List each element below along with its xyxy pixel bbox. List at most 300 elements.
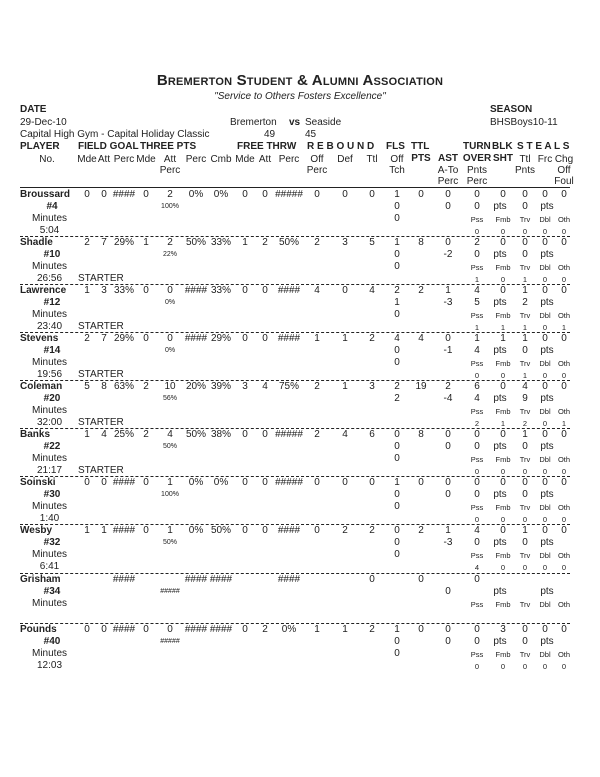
stat-ft-att: 2	[262, 624, 268, 635]
stat-ast: 0	[445, 237, 451, 248]
stat-3p-mde: 0	[143, 525, 149, 536]
stat-3p-mde: 0	[143, 285, 149, 296]
stat-fg-att: 8	[101, 381, 107, 392]
stat-3p-mde: 0	[143, 333, 149, 344]
stat-stl-ttl: 0	[522, 477, 528, 488]
turnover-type-oth: Oth	[557, 311, 571, 320]
turnover-type-fmb: Fmb	[495, 600, 511, 609]
stat-reb-def: 1	[342, 381, 348, 392]
player-number: #10	[43, 249, 61, 260]
turnover-type-oth: Oth	[557, 455, 571, 464]
stat-stl-frc: 0	[542, 525, 548, 536]
stat-reb-off: 0	[314, 189, 320, 200]
stat-3p-perc: 0%	[188, 525, 204, 536]
stat-fg-perc: 63%	[113, 381, 135, 392]
stat-stl-chg: 0	[561, 525, 567, 536]
stat-turnover: 0	[474, 574, 480, 585]
col-over-pnts: Pnts	[466, 165, 488, 176]
stat-stl-frc: 0	[542, 381, 548, 392]
stat-ttl-pts: 19	[415, 381, 427, 392]
stat-ft-mde: 0	[242, 333, 248, 344]
turnover-type-pss: Pss	[470, 650, 484, 659]
stat-3p-perc: 0%	[188, 477, 204, 488]
pts-label: pts	[493, 393, 507, 404]
turnover-count-trv: 0	[522, 662, 528, 671]
minutes-label: Minutes	[31, 261, 67, 272]
vs-label: vs	[289, 117, 301, 128]
stat-fls-tch: 2	[394, 393, 400, 404]
stat-ast: 1	[445, 285, 451, 296]
turnover-type-fmb: Fmb	[495, 263, 511, 272]
stat-reb-off: 2	[314, 237, 320, 248]
col-ttl: TTL	[411, 141, 430, 152]
stat-fg-mde: 2	[84, 333, 90, 344]
stat-stl-frc: 0	[542, 285, 548, 296]
turnover-type-trv: Trv	[519, 600, 531, 609]
stat-3p-att-perc: 0%	[164, 299, 176, 306]
stat-cmb: 33%	[210, 237, 232, 248]
stat-ast: 0	[445, 477, 451, 488]
player-number: #4	[46, 201, 58, 212]
stat-fls-extra: 0	[394, 453, 400, 464]
stat-ft-att: 0	[262, 333, 268, 344]
stat-cmb: ####	[209, 624, 233, 635]
home-team: Bremerton	[230, 117, 277, 128]
stat-turnover: 4	[474, 285, 480, 296]
turnover-type-oth: Oth	[557, 407, 571, 416]
player-name: Pounds	[20, 624, 57, 635]
pts-label: pts	[540, 345, 554, 356]
minutes-label: Minutes	[31, 501, 67, 512]
stat-ft-perc: ####	[277, 285, 301, 296]
stat-fg-mde: 0	[84, 624, 90, 635]
stat-blk-sht: 0	[500, 381, 506, 392]
minutes-played: 19:56	[36, 369, 63, 380]
col-rebound: R E B O U N D	[307, 141, 375, 152]
turnover-count-pss: 0	[474, 371, 480, 380]
starter-flag: STARTER	[78, 321, 124, 332]
col-ft-att: Att	[258, 154, 272, 165]
stat-ft-perc: 75%	[278, 381, 300, 392]
stat-ttl-pts: 2	[418, 285, 424, 296]
stat-3p-att: 4	[167, 429, 173, 440]
stat-ast-to: 0	[445, 201, 451, 212]
stat-fg-perc: ####	[112, 574, 136, 585]
minutes-played: 26:56	[36, 273, 63, 284]
stat-turnover-pnts: 4	[474, 345, 480, 356]
stat-stl-frc: 0	[542, 429, 548, 440]
stat-3p-perc: 50%	[185, 237, 207, 248]
stat-ast-to: 0	[445, 586, 451, 597]
stat-turnover: 0	[474, 189, 480, 200]
stat-fg-att: 0	[101, 189, 107, 200]
turnover-count-dbl: 0	[542, 515, 548, 524]
stat-turnover-pnts: 0	[474, 636, 480, 647]
turnover-count-pss: 1	[474, 323, 480, 332]
player-number: #12	[43, 297, 61, 308]
turnover-count-oth: 0	[561, 275, 567, 284]
stat-cmb: 33%	[210, 285, 232, 296]
stat-stl-chg: 0	[561, 477, 567, 488]
pts-label: pts	[493, 201, 507, 212]
stat-3p-att-perc: #####	[160, 588, 180, 595]
turnover-type-trv: Trv	[519, 650, 531, 659]
minutes-label: Minutes	[31, 405, 67, 416]
pts-label: pts	[540, 441, 554, 452]
stat-turnover-pnts: 5	[474, 297, 480, 308]
stat-3p-att: 2	[167, 237, 173, 248]
association-title	[0, 72, 600, 89]
minutes-played: 12:03	[36, 660, 63, 671]
turnover-type-trv: Trv	[519, 551, 531, 560]
stat-fls-extra: 0	[394, 648, 400, 659]
turnover-type-oth: Oth	[557, 600, 571, 609]
turnover-count-dbl: 0	[542, 323, 548, 332]
stat-cmb: 38%	[210, 429, 232, 440]
stat-ast-to: -4	[443, 393, 453, 404]
stat-fls-off: 2	[394, 381, 400, 392]
stat-reb-off: 0	[314, 477, 320, 488]
stat-ast: 0	[445, 624, 451, 635]
col-blk: BLK	[492, 141, 513, 152]
stat-3p-perc: 0%	[188, 189, 204, 200]
col-chg-foul: Foul	[554, 176, 574, 187]
stat-ft-att: 2	[262, 237, 268, 248]
away-score: 45	[305, 129, 317, 140]
stat-ft-att: 0	[262, 477, 268, 488]
starter-flag: STARTER	[78, 465, 124, 476]
stat-stl-ttl: 0	[522, 237, 528, 248]
stat-turnover: 6	[474, 381, 480, 392]
stat-stl-pnts: 0	[522, 636, 528, 647]
stat-ft-att: 0	[262, 525, 268, 536]
turnover-type-dbl: Dbl	[539, 455, 551, 464]
col-fg-mde: Mde	[77, 154, 97, 165]
turnover-count-fmb: 0	[500, 515, 506, 524]
stat-ast: 0	[445, 333, 451, 344]
stat-turnover: 1	[474, 333, 480, 344]
stat-ft-mde: 0	[242, 477, 248, 488]
turnover-type-pss: Pss	[470, 455, 484, 464]
stat-fg-mde: 1	[84, 525, 90, 536]
stat-ttl-pts: 8	[418, 237, 424, 248]
turnover-count-dbl: 0	[542, 563, 548, 572]
stat-stl-pnts: 2	[522, 297, 528, 308]
stat-reb-ttl: 0	[369, 189, 375, 200]
stat-stl-pnts: 0	[522, 537, 528, 548]
player-number: #22	[43, 441, 61, 452]
turnover-count-pss: 0	[474, 662, 480, 671]
stat-fls-off: 1	[394, 237, 400, 248]
stat-fls-extra: 0	[394, 357, 400, 368]
stat-fls-tch: 0	[394, 249, 400, 260]
col-reb-def: Def	[337, 154, 353, 165]
stat-3p-att: 1	[167, 477, 173, 488]
stat-turnover: 0	[474, 429, 480, 440]
col-over: OVER	[462, 153, 492, 164]
col-no: No.	[39, 154, 55, 165]
stat-fls-off: 4	[394, 333, 400, 344]
stat-ft-perc: ####	[277, 525, 301, 536]
stat-ft-att: 0	[262, 189, 268, 200]
stat-3p-att-perc: 50%	[162, 539, 178, 546]
turnover-type-trv: Trv	[519, 359, 531, 368]
stat-reb-ttl: 2	[369, 525, 375, 536]
stat-blk-sht: 0	[500, 477, 506, 488]
col-3p-att: Att	[163, 154, 177, 165]
pts-label: pts	[493, 249, 507, 260]
stat-ttl-pts: 0	[418, 477, 424, 488]
stat-fg-perc: ####	[112, 477, 136, 488]
turnover-type-trv: Trv	[519, 263, 531, 272]
minutes-played: 32:00	[36, 417, 63, 428]
pts-label: pts	[540, 297, 554, 308]
col-fg-perc: Perc	[113, 154, 135, 165]
stat-stl-ttl: 0	[522, 189, 528, 200]
turnover-type-fmb: Fmb	[495, 650, 511, 659]
turnover-count-fmb: 0	[500, 467, 506, 476]
turnover-count-fmb: 0	[500, 662, 506, 671]
col-3p-mde: Mde	[136, 154, 156, 165]
turnover-type-dbl: Dbl	[539, 551, 551, 560]
stat-ft-att: 4	[262, 381, 268, 392]
stat-turnover: 2	[474, 237, 480, 248]
stat-blk-sht: 0	[500, 237, 506, 248]
stat-3p-att-perc: #####	[160, 638, 180, 645]
stat-ft-mde: 3	[242, 381, 248, 392]
turnover-count-oth: 0	[561, 467, 567, 476]
col-reb-off-perc: Perc	[306, 165, 328, 176]
stat-3p-att-perc: 50%	[162, 443, 178, 450]
pts-label: pts	[493, 489, 507, 500]
col-field-goal: FIELD GOAL	[78, 141, 139, 152]
minutes-label: Minutes	[31, 309, 67, 320]
stat-stl-pnts: 0	[522, 345, 528, 356]
turnover-count-trv: 1	[522, 323, 528, 332]
col-chg-off: Off	[557, 165, 571, 176]
home-score: 49	[264, 129, 276, 140]
turnover-count-pss: 2	[474, 419, 480, 428]
turnover-count-trv: 0	[522, 515, 528, 524]
stat-stl-chg: 0	[561, 429, 567, 440]
turnover-type-fmb: Fmb	[495, 407, 511, 416]
stat-ft-mde: 0	[242, 429, 248, 440]
turnover-count-trv: 0	[522, 563, 528, 572]
turnover-count-oth: 1	[561, 419, 567, 428]
turnover-count-fmb: 0	[500, 371, 506, 380]
stat-ft-perc: ####	[277, 574, 301, 585]
stat-fls-tch: 0	[394, 345, 400, 356]
stat-fg-att: 1	[101, 525, 107, 536]
stat-fg-att: 0	[101, 624, 107, 635]
turnover-type-oth: Oth	[557, 503, 571, 512]
col-stl-pnts: Pnts	[514, 165, 536, 176]
stat-stl-chg: 0	[561, 285, 567, 296]
stat-fg-mde: 2	[84, 237, 90, 248]
stat-3p-att: 0	[167, 285, 173, 296]
stat-stl-chg: 0	[561, 189, 567, 200]
stat-fls-extra: 0	[394, 213, 400, 224]
pts-label: pts	[493, 586, 507, 597]
player-number: #20	[43, 393, 61, 404]
turnover-type-trv: Trv	[519, 311, 531, 320]
stat-reb-def: 0	[342, 189, 348, 200]
turnover-type-fmb: Fmb	[495, 359, 511, 368]
stat-3p-att-perc: 0%	[164, 347, 176, 354]
stat-cmb: 0%	[213, 477, 229, 488]
minutes-played: 6:41	[39, 561, 60, 572]
stat-reb-ttl: 2	[369, 624, 375, 635]
date-label: DATE	[20, 104, 47, 115]
stat-stl-pnts: 0	[522, 441, 528, 452]
turnover-count-trv: 0	[522, 227, 528, 236]
stat-fg-perc: 29%	[113, 237, 135, 248]
turnover-count-pss: 0	[474, 515, 480, 524]
stat-stl-pnts: 0	[522, 249, 528, 260]
minutes-label: Minutes	[31, 648, 67, 659]
player-number: #14	[43, 345, 61, 356]
stat-reb-ttl: 0	[369, 477, 375, 488]
minutes-label: Minutes	[31, 357, 67, 368]
turnover-type-oth: Oth	[557, 551, 571, 560]
pts-label: pts	[540, 249, 554, 260]
stat-reb-ttl: 0	[369, 574, 375, 585]
stat-reb-off: 2	[314, 381, 320, 392]
stat-stl-ttl: 1	[522, 429, 528, 440]
player-name: Wesby	[20, 525, 53, 536]
stat-3p-mde: 0	[143, 477, 149, 488]
turnover-count-pss: 0	[474, 467, 480, 476]
stat-ft-att: 0	[262, 285, 268, 296]
turnover-count-pss: 4	[474, 563, 480, 572]
pts-label: pts	[540, 586, 554, 597]
stat-ast-to: 0	[445, 489, 451, 500]
col-chg: Chg	[554, 154, 574, 165]
title-text: Bremerton Student & Alumni Association	[156, 72, 444, 89]
player-number: #34	[43, 586, 61, 597]
stat-fls-tch: 1	[394, 297, 400, 308]
stat-reb-off: 1	[314, 333, 320, 344]
stat-fls-off: 1	[394, 189, 400, 200]
turnover-type-oth: Oth	[557, 650, 571, 659]
minutes-played: 5:04	[39, 225, 60, 236]
col-sht: SHT	[493, 153, 513, 164]
stat-ast-to: 0	[445, 636, 451, 647]
turnover-count-fmb: 0	[500, 275, 506, 284]
turnover-type-dbl: Dbl	[539, 503, 551, 512]
stat-blk-sht: 0	[500, 189, 506, 200]
stat-ft-mde: 0	[242, 525, 248, 536]
pts-label: pts	[540, 489, 554, 500]
stat-fls-off: 2	[394, 285, 400, 296]
stat-fg-perc: 25%	[113, 429, 135, 440]
stat-stl-pnts: 0	[522, 201, 528, 212]
stat-fg-att: 0	[101, 477, 107, 488]
stat-cmb: 29%	[210, 333, 232, 344]
player-name: Shadle	[20, 237, 53, 248]
stat-stl-frc: 0	[542, 189, 548, 200]
stat-blk-sht: 0	[500, 429, 506, 440]
stat-reb-off: 2	[314, 429, 320, 440]
stat-fls-extra: 0	[394, 261, 400, 272]
pts-label: pts	[493, 345, 507, 356]
player-name: Coleman	[20, 381, 63, 392]
stat-fls-tch: 0	[394, 537, 400, 548]
stat-stl-chg: 0	[561, 381, 567, 392]
stat-3p-perc: 50%	[185, 429, 207, 440]
col-cmb: Cmb	[210, 154, 232, 165]
col-ft-mde: Mde	[235, 154, 255, 165]
stat-fg-att: 7	[101, 237, 107, 248]
turnover-count-trv: 1	[522, 371, 528, 380]
stat-ft-perc: #####	[275, 429, 303, 440]
stat-turnover-pnts: 0	[474, 441, 480, 452]
pts-label: pts	[540, 636, 554, 647]
stat-3p-mde: 1	[143, 237, 149, 248]
stat-fg-mde: 0	[84, 477, 90, 488]
stat-fg-perc: ####	[112, 624, 136, 635]
turnover-type-trv: Trv	[519, 455, 531, 464]
stat-reb-ttl: 6	[369, 429, 375, 440]
turnover-count-oth: 0	[561, 662, 567, 671]
turnover-count-oth: 0	[561, 227, 567, 236]
game-date: 29-Dec-10	[20, 117, 67, 128]
turnover-type-pss: Pss	[470, 600, 484, 609]
stat-3p-perc: ####	[184, 333, 208, 344]
col-stl-ttl: Ttl	[519, 154, 531, 165]
col-ast-to: A-To	[437, 165, 459, 176]
stat-stl-ttl: 1	[522, 525, 528, 536]
venue: Capital High Gym - Capital Holiday Classic	[20, 129, 210, 140]
stat-reb-def: 0	[342, 285, 348, 296]
turnover-type-fmb: Fmb	[495, 503, 511, 512]
stat-3p-att: 0	[167, 624, 173, 635]
stat-stl-ttl: 0	[522, 624, 528, 635]
minutes-played: 23:40	[36, 321, 63, 332]
stat-ast-to: -1	[443, 345, 453, 356]
turnover-count-dbl: 0	[542, 227, 548, 236]
stat-ft-mde: 0	[242, 189, 248, 200]
col-three-pts: THREE PTS	[140, 141, 197, 152]
stat-fls-tch: 0	[394, 636, 400, 647]
col-ft-perc: Perc	[278, 154, 300, 165]
turnover-type-dbl: Dbl	[539, 215, 551, 224]
turnover-count-fmb: 0	[500, 227, 506, 236]
stat-fls-off: 0	[394, 525, 400, 536]
stat-ttl-pts: 2	[418, 525, 424, 536]
stat-3p-perc: ####	[184, 285, 208, 296]
turnover-count-dbl: 0	[542, 419, 548, 428]
stat-3p-att: 0	[167, 333, 173, 344]
col-fg-att: Att	[97, 154, 111, 165]
stat-ast: 2	[445, 381, 451, 392]
turnover-type-pss: Pss	[470, 551, 484, 560]
stat-3p-perc: ####	[184, 624, 208, 635]
turnover-count-oth: 0	[561, 371, 567, 380]
stat-stl-chg: 0	[561, 333, 567, 344]
pts-label: pts	[540, 393, 554, 404]
stat-ft-perc: #####	[275, 189, 303, 200]
starter-flag: STARTER	[78, 369, 124, 380]
pts-label: pts	[493, 297, 507, 308]
stat-fg-mde: 0	[84, 189, 90, 200]
stat-fls-extra: 0	[394, 501, 400, 512]
turnover-type-pss: Pss	[470, 359, 484, 368]
stat-3p-att-perc: 100%	[161, 203, 179, 210]
turnover-type-pss: Pss	[470, 215, 484, 224]
stat-fls-tch: 0	[394, 489, 400, 500]
turnover-count-oth: 1	[561, 323, 567, 332]
